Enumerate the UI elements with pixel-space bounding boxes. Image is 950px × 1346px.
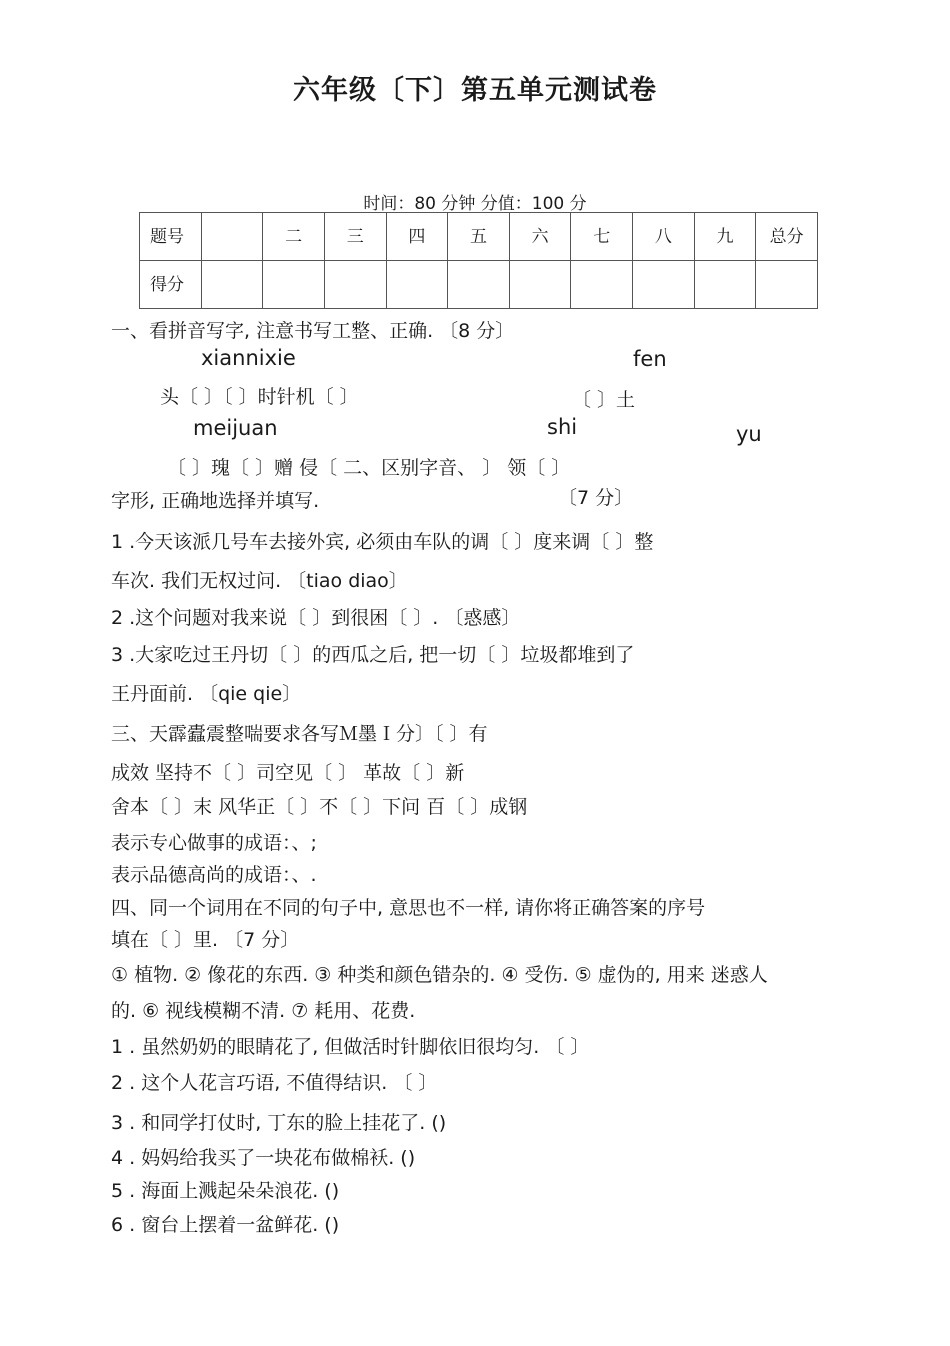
- score-cell[interactable]: [756, 261, 818, 309]
- question-line: 车次. 我们无权过问. 〔tiao diao〕: [111, 570, 408, 592]
- options-line: 的. ⑥ 视线模糊不清. ⑦ 耗用、花费.: [111, 1000, 416, 1022]
- fill-line: 舍本〔 〕末 风华正〔 〕不〔 〕下问 百〔 〕成钢: [111, 796, 528, 818]
- score-cell: 题号: [140, 213, 202, 261]
- score-cell: 二: [263, 213, 325, 261]
- score-cell[interactable]: [263, 261, 325, 309]
- question-item: 1 . 虽然奶奶的眼睛花了, 但做活时针脚依旧很均匀. 〔 〕: [111, 1036, 590, 1058]
- pinyin-label: fen: [633, 347, 667, 371]
- fill-line: 成效 坚持不〔 〕司空见〔 〕 革故〔 〕新: [111, 762, 465, 784]
- score-cell: 七: [571, 213, 633, 261]
- question-line: 3 .大家吃过王丹切〔 〕的西瓜之后, 把一切〔 〕垃圾都堆到了: [111, 644, 635, 666]
- score-cell[interactable]: [509, 261, 571, 309]
- pinyin-label: meijuan: [193, 416, 278, 440]
- page-title: 六年级〔下〕第五单元测试卷: [293, 75, 657, 106]
- question-item: 3 . 和同学打仗时, 丁东的脸上挂花了. (): [111, 1112, 447, 1134]
- question-item: 4 . 妈妈给我买了一块花布做棉袄. (): [111, 1147, 416, 1169]
- pinyin-label: xiannixie: [201, 346, 296, 370]
- fill-line: 头〔 〕〔 〕时针机〔 〕: [160, 386, 359, 408]
- score-cell: 六: [509, 213, 571, 261]
- score-cell: 九: [694, 213, 756, 261]
- points-label: 〔7 分〕: [558, 487, 634, 509]
- section4-heading-cont: 填在〔 〕里. 〔7 分〕: [111, 929, 300, 951]
- score-cell[interactable]: [448, 261, 510, 309]
- section3-heading: 三、天霹蠹震整喘要求各写Ｍ墨Ｉ分〕〔 〕有: [111, 723, 488, 745]
- score-cell[interactable]: [201, 261, 263, 309]
- text-line: 表示品德高尚的成语：、.: [111, 864, 317, 886]
- score-table-header-row: [140, 213, 818, 261]
- score-cell: 总分: [756, 213, 818, 261]
- score-table: [139, 212, 818, 309]
- score-cell: 五: [448, 213, 510, 261]
- question-line: 王丹面前. 〔qie qie〕: [111, 683, 302, 705]
- text-line: 字形, 正确地选择并填写.: [111, 490, 320, 512]
- question-line: 2 .这个问题对我来说〔 〕到很困〔 〕. 〔惑感〕: [111, 607, 521, 629]
- score-cell[interactable]: [694, 261, 756, 309]
- section1-heading: 一、看拼音写字, 注意书写工整、正确. 〔8 分〕: [111, 320, 515, 342]
- score-cell[interactable]: [571, 261, 633, 309]
- fill-line: 〔 〕瑰〔 〕赠 侵〔 二、区别字音、 〕 领〔 〕: [167, 457, 571, 479]
- pinyin-label: shi: [547, 415, 578, 439]
- question-item: 5 . 海面上溅起朵朵浪花. (): [111, 1180, 340, 1202]
- score-cell: 得分: [140, 261, 202, 309]
- score-cell: 三: [324, 213, 386, 261]
- question-item: 2 . 这个人花言巧语, 不值得结识. 〔 〕: [111, 1072, 438, 1094]
- exam-info: 时间：80 分钟 分值：100 分: [363, 194, 587, 214]
- score-cell[interactable]: [386, 261, 448, 309]
- question-line: 1 .今天该派几号车去接外宾, 必须由车队的调〔 〕度来调〔 〕整: [111, 531, 654, 553]
- question-item: 6 . 窗台上摆着一盆鲜花. (): [111, 1214, 340, 1236]
- score-table-score-row: [140, 261, 818, 309]
- score-cell[interactable]: [324, 261, 386, 309]
- pinyin-label: yu: [736, 422, 762, 446]
- score-cell: [201, 213, 263, 261]
- score-cell: 八: [633, 213, 695, 261]
- score-cell[interactable]: [633, 261, 695, 309]
- section4-heading: 四、同一个词用在不同的句子中, 意思也不一样, 请你将正确答案的序号: [111, 897, 706, 919]
- text-line: 表示专心做事的成语：、;: [111, 832, 317, 854]
- fill-line: 〔 〕土: [572, 389, 636, 411]
- score-cell: 四: [386, 213, 448, 261]
- options-line: ① 植物. ② 像花的东西. ③ 种类和颜色错杂的. ④ 受伤. ⑤ 虚伪的, 用来 迷惑人: [111, 964, 768, 986]
